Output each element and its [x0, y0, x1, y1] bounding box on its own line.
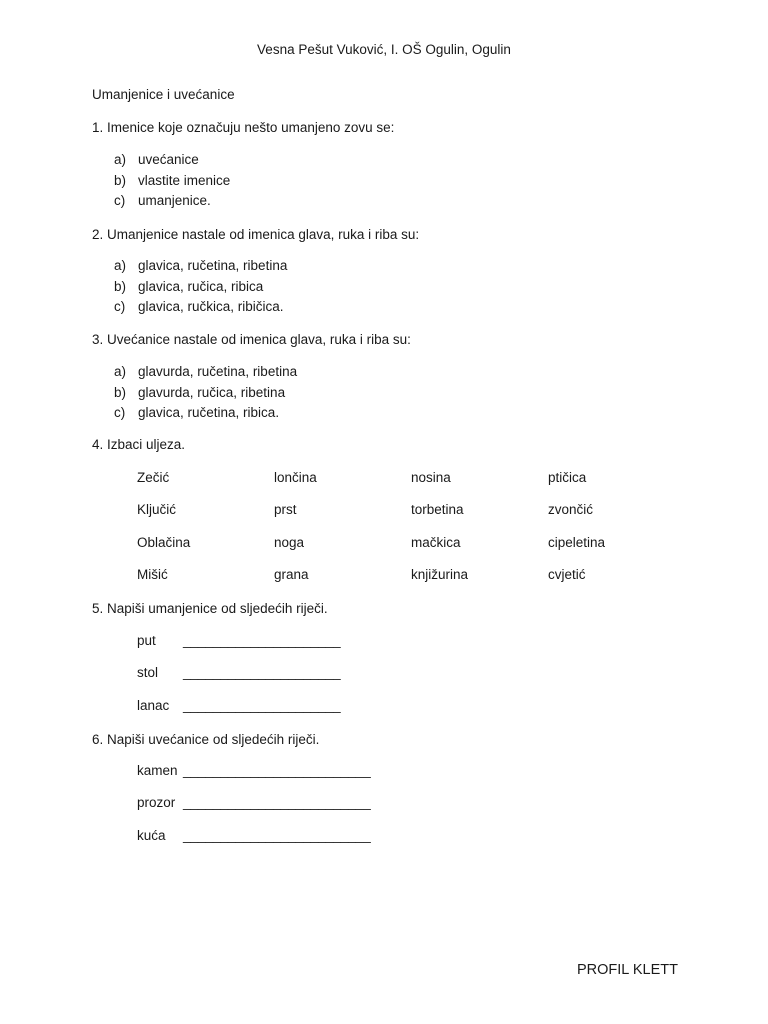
question-4: 4. Izbaci uljeza. — [92, 437, 186, 452]
grid-row — [137, 470, 657, 502]
grid-word: ptičica — [548, 470, 587, 485]
option-text: glavica, ručetina, ribetina — [138, 258, 288, 273]
grid-row — [137, 502, 657, 534]
question-1-options — [114, 150, 230, 212]
grid-word: Zečić — [137, 470, 170, 485]
prompt-word: put — [137, 633, 156, 648]
option-2b — [114, 277, 287, 298]
grid-row — [137, 567, 657, 599]
odd-one-out-grid — [137, 470, 657, 599]
grid-word: torbetina — [411, 502, 464, 518]
option-letter: c) — [114, 193, 126, 208]
grid-word: Mišić — [137, 566, 168, 582]
option-letter: a) — [114, 364, 127, 379]
answer-blank[interactable]: _________________________ — [183, 795, 371, 811]
question-3: 3. Uvećanice nastale od imenica glava, ruka i riba su: — [92, 332, 411, 347]
question-2-options — [114, 256, 287, 318]
answer-blank[interactable]: _____________________ — [183, 697, 341, 713]
option-text: umanjenice. — [138, 193, 211, 208]
answer-blank[interactable]: _____________________ — [183, 665, 341, 681]
option-text: vlastite imenice — [138, 172, 231, 188]
page-header: Vesna Pešut Vuković, I. OŠ Ogulin, Ogulin — [257, 42, 511, 57]
grid-word: knjižurina — [411, 566, 469, 582]
publisher-footer: PROFIL KLETT — [577, 962, 678, 978]
option-2a — [114, 256, 287, 277]
option-text: glavica, ručkica, ribičica. — [138, 299, 284, 314]
grid-word: noga — [274, 534, 305, 550]
grid-word: mačkica — [411, 534, 461, 550]
option-letter: a) — [114, 152, 127, 167]
prompt-word: prozor — [137, 795, 176, 811]
option-letter: b) — [114, 278, 127, 294]
prompt-word: stol — [137, 665, 159, 681]
question-5: 5. Napiši umanjenice od sljedećih riječi. — [92, 601, 328, 616]
worksheet-title: Umanjenice i uvećanice — [92, 87, 235, 102]
option-1c — [114, 191, 230, 212]
prompt-word: lanac — [137, 697, 170, 713]
option-letter: c) — [114, 299, 126, 314]
option-text: glavurda, ručetina, ribetina — [138, 364, 298, 379]
option-text: glavurda, ručica, ribetina — [138, 384, 286, 400]
option-1b — [114, 171, 230, 192]
question-2: 2. Umanjenice nastale od imenica glava, ruka i riba su: — [92, 227, 420, 242]
grid-word: Oblačina — [137, 534, 191, 550]
question-1: 1. Imenice koje označuju nešto umanjeno zovu se: — [92, 120, 395, 135]
option-2c — [114, 297, 287, 318]
option-letter: c) — [114, 405, 126, 420]
grid-word: grana — [274, 566, 309, 582]
option-letter: a) — [114, 258, 127, 273]
option-3c — [114, 403, 297, 424]
option-3a — [114, 362, 297, 383]
grid-row — [137, 535, 657, 567]
option-1a — [114, 150, 230, 171]
grid-word: nosina — [411, 470, 451, 485]
option-3b — [114, 383, 297, 404]
option-letter: b) — [114, 172, 127, 188]
grid-word: zvončić — [548, 502, 594, 518]
prompt-word: kamen — [137, 763, 178, 778]
question-3-options — [114, 362, 297, 424]
option-letter: b) — [114, 384, 127, 400]
prompt-word: kuća — [137, 827, 166, 843]
grid-word: cvjetić — [548, 566, 586, 582]
grid-word: lončina — [274, 470, 317, 485]
option-text: glavica, ručetina, ribica. — [138, 405, 280, 420]
grid-word: cipeletina — [548, 534, 606, 550]
answer-blank[interactable]: _________________________ — [183, 827, 371, 843]
answer-blank[interactable]: _____________________ — [183, 633, 341, 648]
option-text: glavica, ručica, ribica — [138, 278, 264, 294]
grid-word: prst — [274, 502, 297, 518]
question-6: 6. Napiši uvećanice od sljedećih riječi. — [92, 732, 320, 747]
answer-blank[interactable]: _________________________ — [183, 763, 371, 778]
option-text: uvećanice — [138, 152, 199, 167]
grid-word: Ključić — [137, 502, 177, 518]
